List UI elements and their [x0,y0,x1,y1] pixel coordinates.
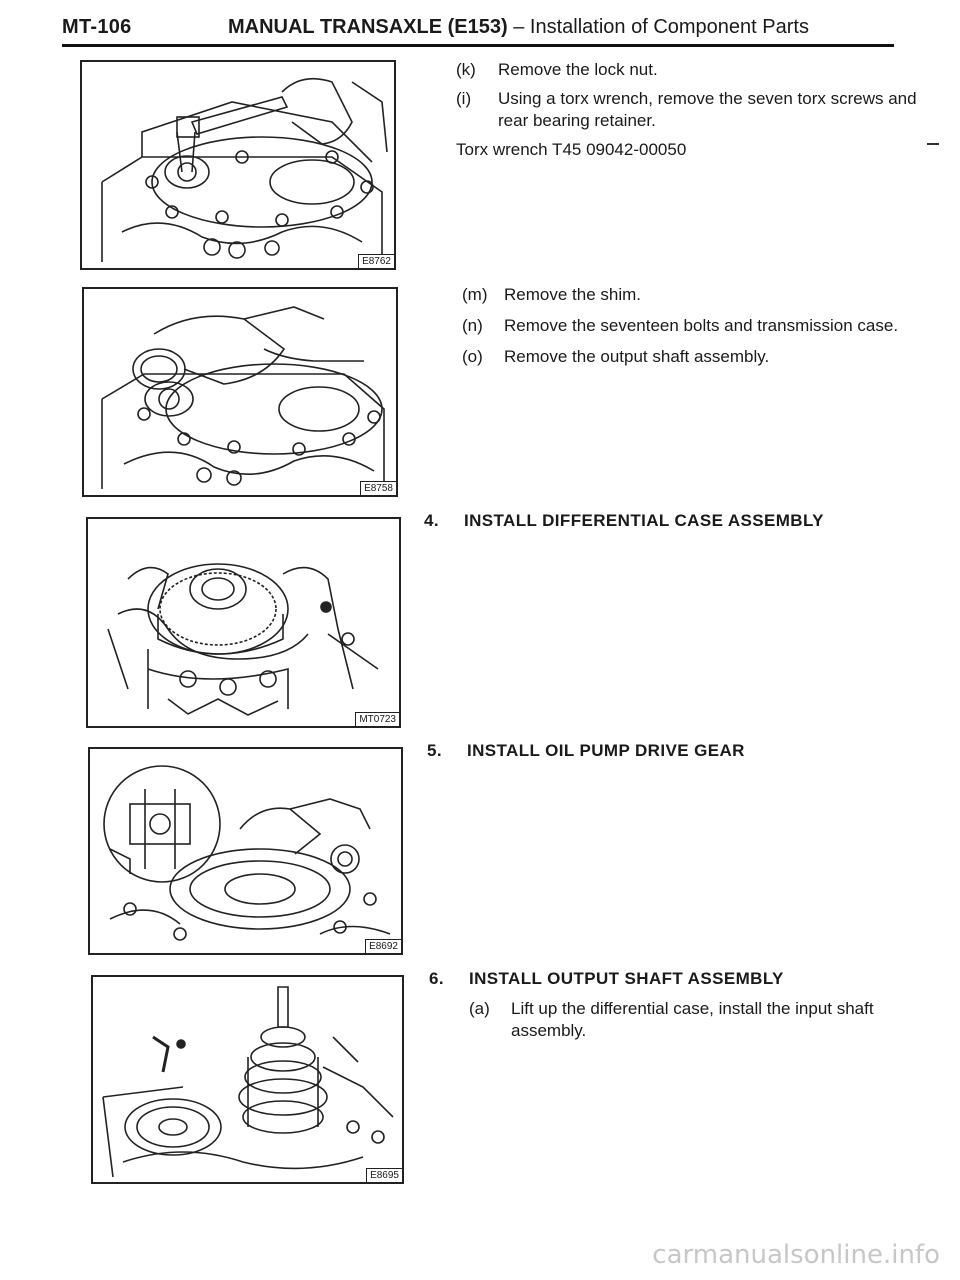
step-k [456,59,926,81]
step-text: Remove the lock nut. [498,60,658,79]
differential-case-install-illustration [88,519,399,726]
hand-removing-shim-illustration [84,289,396,495]
torx-wrench-bearing-retainer-illustration [82,62,394,268]
step-text: Remove the seventeen bolts and transmission case. [504,316,899,335]
figure-4 [88,747,403,955]
section-title: INSTALL OUTPUT SHAFT ASSEMBLY [469,969,784,988]
figure-3 [86,517,401,728]
step-i [456,88,926,132]
steps-k-i [456,59,926,168]
section-4-heading [424,511,824,531]
figure-code: E8762 [358,254,394,268]
title-bold: MANUAL TRANSAXLE (E153) [228,16,508,38]
section-5-heading [427,741,745,761]
step-label: (m) [462,285,488,304]
section-number: 5. [427,741,442,760]
step-text: Lift up the differential case, install the input shaft assembly. [511,999,874,1040]
margin-dash [927,143,939,145]
page-header [62,14,894,47]
figure-5 [91,975,404,1184]
figure-2 [82,287,398,497]
figure-code: E8695 [366,1168,402,1182]
section-title: INSTALL OIL PUMP DRIVE GEAR [467,741,745,760]
oil-pump-drive-gear-illustration [90,749,401,953]
figure-code: MT0723 [355,712,399,726]
step-label: (a) [469,999,490,1018]
output-shaft-assembly-illustration [93,977,402,1182]
figure-code: E8692 [365,939,401,953]
section-number: 4. [424,511,439,530]
step-text: Using a torx wrench, remove the seven torx screws and rear bearing retainer. [498,89,917,130]
step-a [469,998,919,1042]
step-o [462,346,932,368]
section-number: 6. [429,969,444,988]
figure-1 [80,60,396,270]
step-label: (n) [462,316,483,335]
figure-code: E8758 [360,481,396,495]
step-label: (i) [456,89,472,108]
step-n [462,315,932,337]
section-6-heading [429,969,784,989]
watermark: carmanualsonline.info [652,1240,940,1270]
tool-spec: Torx wrench T45 09042-00050 [456,140,687,159]
steps-m-n-o [462,284,932,375]
step-label: (o) [462,347,483,366]
section-title: INSTALL DIFFERENTIAL CASE ASSEMBLY [464,511,824,530]
title-rest: – Installation of Component Parts [507,16,809,38]
page-title [228,16,809,39]
page-number: MT-106 [62,16,132,38]
step-text: Remove the output shaft assembly. [504,347,770,366]
step-6a [469,998,919,1049]
step-label: (k) [456,60,476,79]
step-m [462,284,932,306]
step-text: Remove the shim. [504,285,641,304]
